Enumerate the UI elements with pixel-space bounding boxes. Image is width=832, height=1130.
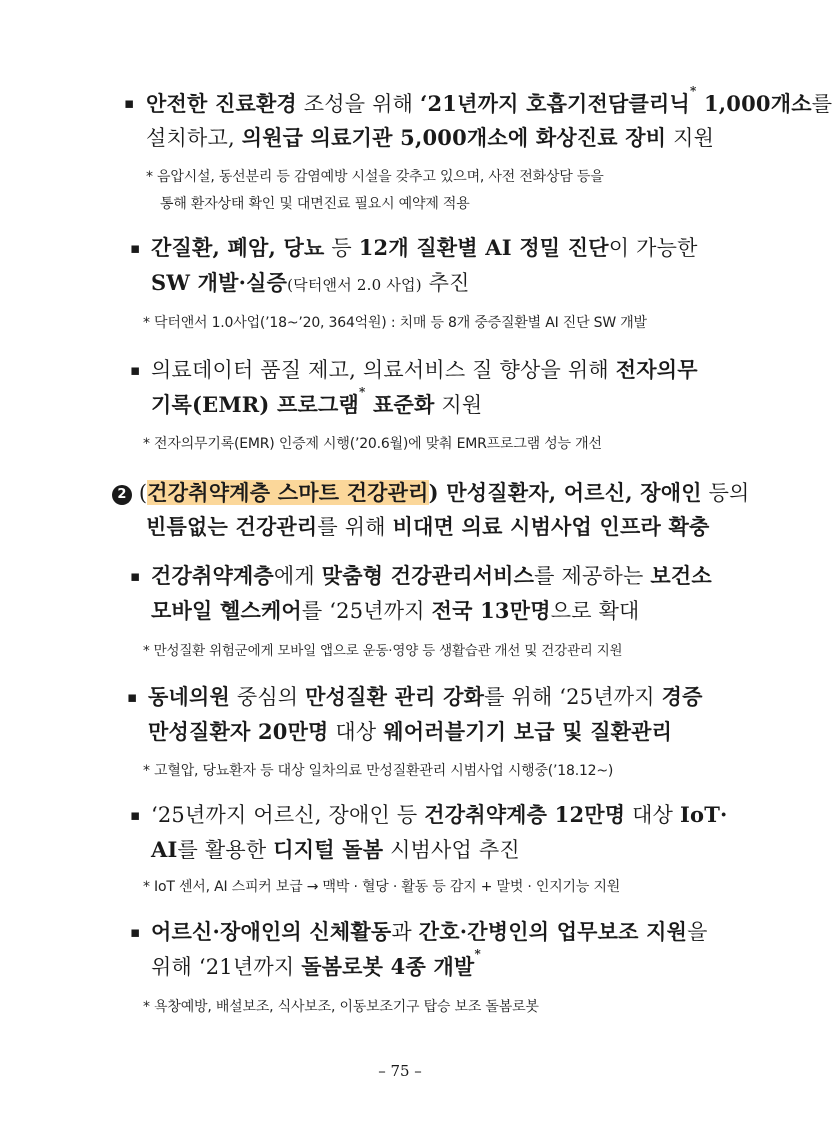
item-line: ‘25년까지 어르신, 장애인 등 건강취약계층 12만명 대상 IoT· [151, 802, 728, 827]
footnote: * 만성질환 위험군에게 모바일 앱으로 운동·영양 등 생활습관 개선 및 건강관리 지원 [143, 643, 623, 659]
footnote: * 고혈압, 당뇨환자 등 대상 일차의료 만성질환관리 시범사업 시행중(’18.12~) [143, 763, 614, 779]
item-line: AI를 활용한 디지털 돌봄 시범사업 추진 [151, 837, 520, 862]
item-line: 모바일 헬스케어를 ‘25년까지 전국 13만명으로 확대 [151, 598, 640, 623]
item-line: 안전한 진료환경 조성을 위해 ‘21년까지 호흡기전담클리닉* 1,000개소를 [146, 84, 832, 116]
item-line: 어르신·장애인의 신체활동과 간호·간병인의 업무보조 지원을 [151, 919, 708, 944]
item-line: SW 개발·실증(닥터앤서 2.0 사업) 추진 [151, 270, 470, 295]
footnote: * 음압시설, 동선분리 등 감염예방 시설을 갖추고 있으며, 사전 전화상담 등을 [146, 169, 604, 185]
item-line: 위해 ‘21년까지 돌봄로봇 4종 개발* [151, 947, 481, 979]
item-line: 건강취약계층에게 맞춤형 건강관리서비스를 제공하는 보건소 [151, 563, 712, 588]
item-line: 설치하고, 의원급 의료기관 5,000개소에 화상진료 장비 지원 [146, 125, 715, 150]
bullet-marker: ▪ [130, 361, 141, 379]
footnote: * IoT 센서, AI 스피커 보급 → 맥박 · 혈당 · 활동 등 감지 + 말벗 · 인지기능 지원 [143, 879, 621, 895]
footnote: * 닥터앤서 1.0사업(’18~’20, 364억원) : 치매 등 8개 중증질환별 AI 진단 SW 개발 [143, 315, 647, 331]
item-line: 의료데이터 품질 제고, 의료서비스 질 향상을 위해 전자의무 [151, 357, 698, 382]
footnote: 통해 환자상태 확인 및 대면진료 필요시 예약제 적용 [160, 196, 470, 212]
item-line: 만성질환자 20만명 대상 웨어러블기기 보급 및 질환관리 [148, 719, 673, 744]
bullet-marker: ▪ [124, 94, 135, 112]
section-line: 2 (건강취약계층 스마트 건강관리) 만성질환자, 어르신, 장애인 등의 [112, 477, 750, 507]
item-line: 기록(EMR) 프로그램* 표준화 지원 [151, 385, 483, 417]
bullet-marker: ▪ [127, 688, 138, 706]
highlighted-text: 건강취약계층 스마트 건강관리 [147, 480, 429, 505]
bullet-marker: ▪ [130, 239, 141, 257]
footnote: * 욕창예방, 배설보조, 식사보조, 이동보조기구 탑승 보조 돌봄로봇 [143, 999, 539, 1015]
page-number: – 75 – [378, 1062, 422, 1080]
bullet-marker: ▪ [130, 923, 141, 941]
item-line: 간질환, 폐암, 당뇨 등 12개 질환별 AI 정밀 진단이 가능한 [151, 235, 698, 260]
bullet-marker: ▪ [130, 567, 141, 585]
footnote: * 전자의무기록(EMR) 인증제 시행(’20.6월)에 맞춰 EMR프로그램 성능 개선 [143, 436, 602, 452]
item-line: 동네의원 중심의 만성질환 관리 강화를 위해 ‘25년까지 경증 [148, 684, 703, 709]
section-number: 2 [112, 485, 132, 505]
section-line: 빈틈없는 건강관리를 위해 비대면 의료 시범사업 인프라 확충 [146, 514, 710, 539]
bullet-marker: ▪ [130, 806, 141, 824]
